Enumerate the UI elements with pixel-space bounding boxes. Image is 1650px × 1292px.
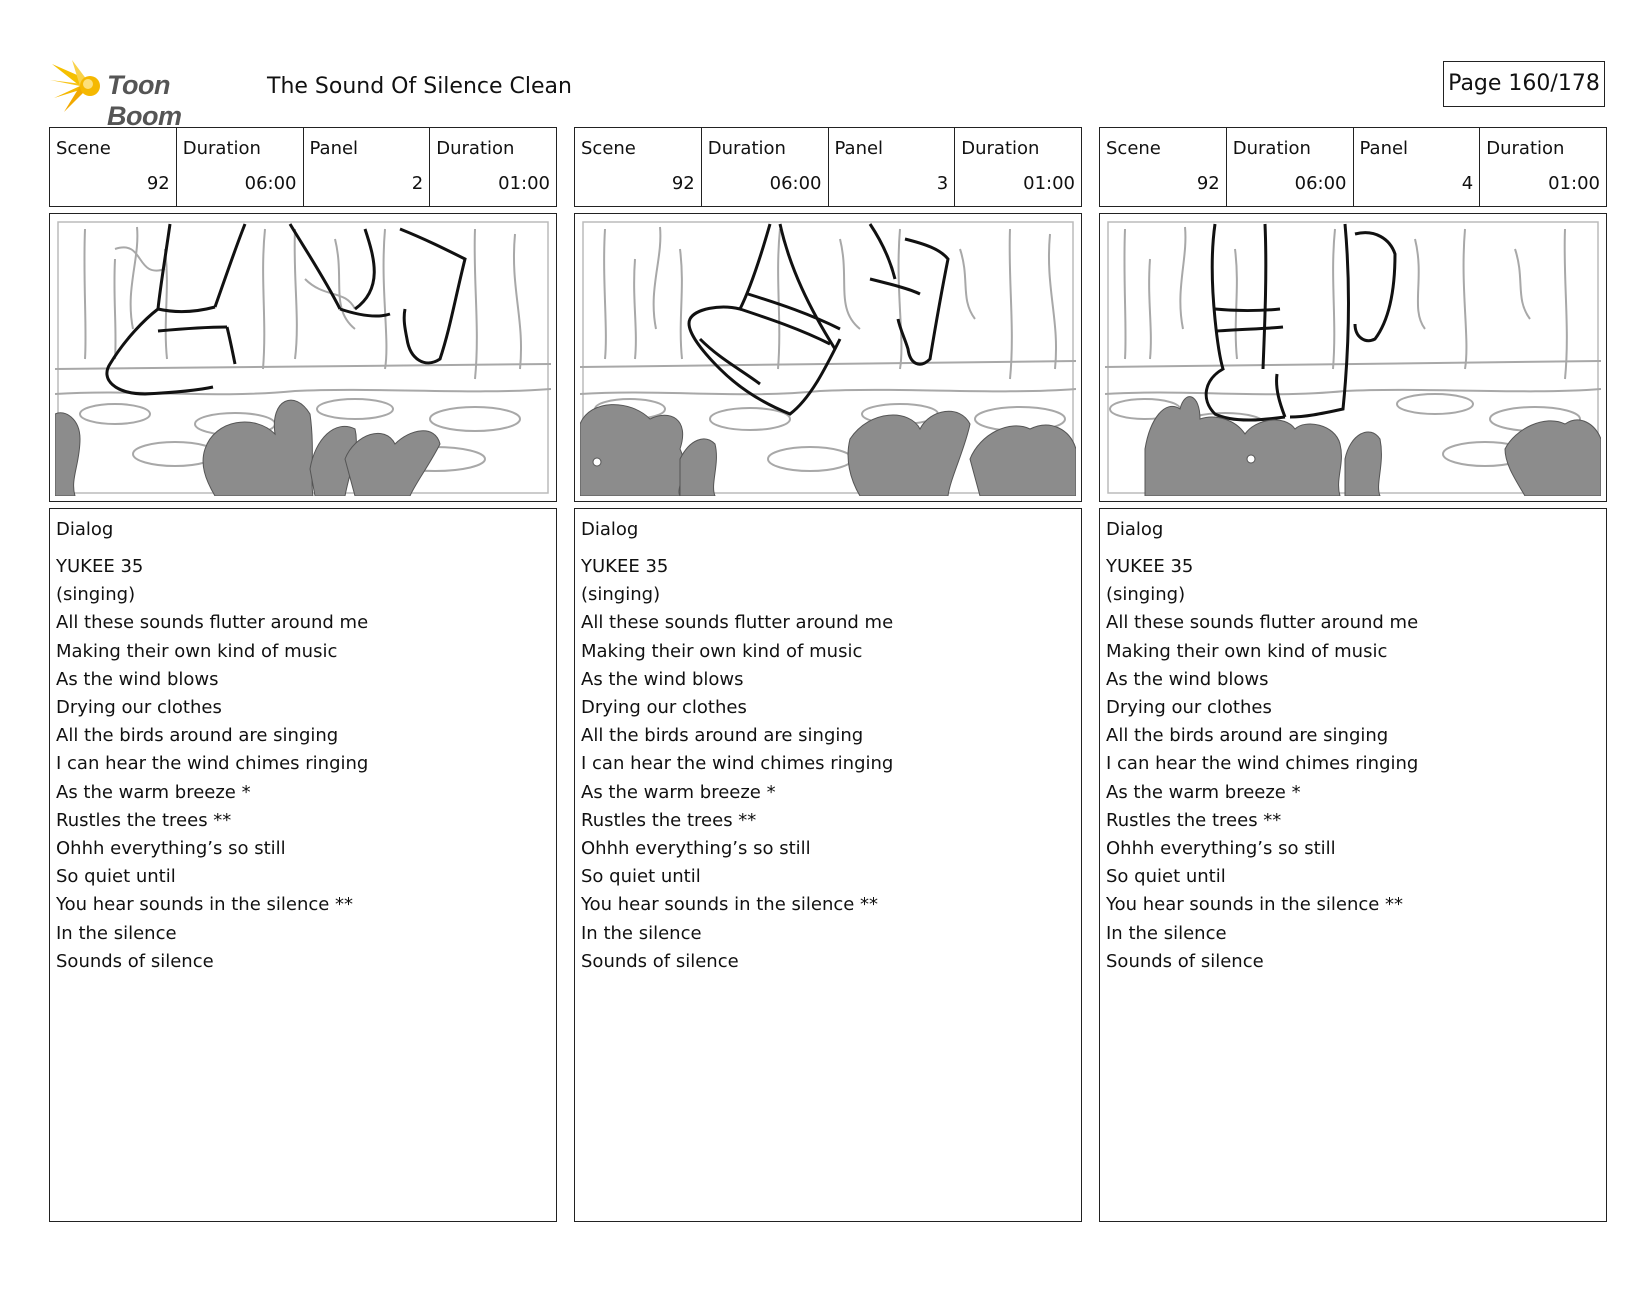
scene-label: Scene	[1106, 138, 1161, 159]
scene-value: 92	[671, 173, 695, 194]
sketch-drawing	[55, 219, 551, 496]
dialog-line: I can hear the wind chimes ringing	[1106, 753, 1419, 775]
duration-label: Duration	[1486, 138, 1565, 159]
sketch-drawing	[580, 219, 1076, 496]
dialog-line: You hear sounds in the silence **	[1106, 894, 1404, 916]
dialog-box	[49, 508, 557, 1222]
dialog-line: In the silence	[1106, 922, 1227, 944]
dialog-line: All these sounds flutter around me	[581, 612, 894, 634]
scene-cell	[50, 128, 177, 206]
scene-duration-value: 06:00	[769, 173, 822, 194]
dialog-line: Drying our clothes	[581, 697, 747, 719]
scene-label: Scene	[56, 138, 111, 159]
dialog-line: All these sounds flutter around me	[1106, 612, 1419, 634]
dialog-line: Drying our clothes	[56, 697, 222, 719]
storyboard-panel-image	[49, 213, 557, 502]
dialog-line: So quiet until	[581, 866, 701, 888]
dialog-line: All the birds around are singing	[1106, 725, 1389, 747]
panel-value: 3	[936, 173, 949, 194]
storyboard-panel-image	[1099, 213, 1607, 502]
document-title: The Sound Of Silence Clean	[267, 74, 572, 99]
dialog-line: Drying our clothes	[1106, 697, 1272, 719]
scene-label: Scene	[581, 138, 636, 159]
panel-value: 4	[1461, 173, 1474, 194]
panel-duration-cell	[430, 128, 556, 206]
logo-text: Toon Boom	[107, 70, 182, 131]
panel-info-table	[49, 127, 557, 207]
panel-duration-cell	[955, 128, 1081, 206]
dialog-line: Rustles the trees **	[581, 809, 757, 831]
dialog-line: YUKEE 35	[581, 556, 669, 577]
dialog-line: Rustles the trees **	[1106, 809, 1282, 831]
panel-label: Panel	[309, 138, 359, 159]
panel-cell	[304, 128, 431, 206]
scene-value: 92	[1196, 173, 1220, 194]
dialog-line: I can hear the wind chimes ringing	[581, 753, 894, 775]
scene-value: 92	[146, 173, 170, 194]
dialog-line: As the warm breeze *	[1106, 781, 1301, 803]
dialog-line: Sounds of silence	[581, 950, 739, 972]
dialog-line: (singing)	[581, 584, 661, 606]
scene-cell	[1100, 128, 1227, 206]
dialog-line: As the wind blows	[56, 668, 219, 690]
dialog-line: So quiet until	[56, 866, 176, 888]
dialog-line: Ohhh everything’s so still	[56, 838, 286, 860]
dialog-line: Rustles the trees **	[56, 809, 232, 831]
dialog-line: YUKEE 35	[56, 556, 144, 577]
panel-cell	[1354, 128, 1481, 206]
dialog-line: As the wind blows	[581, 668, 744, 690]
dialog-box	[574, 508, 1082, 1222]
dialog-line: YUKEE 35	[1106, 556, 1194, 577]
panel-info-table	[1099, 127, 1607, 207]
page-indicator: Page 160/178	[1443, 61, 1605, 107]
dialog-label: Dialog	[1106, 519, 1164, 540]
dialog-line: Making their own kind of music	[56, 640, 338, 662]
dialog-line: As the warm breeze *	[56, 781, 251, 803]
dialog-line: So quiet until	[1106, 866, 1226, 888]
dialog-line: (singing)	[56, 584, 136, 606]
duration-label: Duration	[1232, 138, 1311, 159]
panel-duration-cell	[1480, 128, 1606, 206]
scene-duration-cell	[1227, 128, 1354, 206]
duration-label: Duration	[436, 138, 515, 159]
dialog-line: Making their own kind of music	[581, 640, 863, 662]
dialog-line: You hear sounds in the silence **	[56, 894, 354, 916]
duration-label: Duration	[961, 138, 1040, 159]
dialog-label: Dialog	[56, 519, 114, 540]
dialog-line: As the wind blows	[1106, 668, 1269, 690]
dialog-line: All the birds around are singing	[581, 725, 864, 747]
dialog-lines	[56, 553, 368, 976]
duration-label: Duration	[707, 138, 786, 159]
page-header	[50, 58, 1610, 131]
panel-label: Panel	[834, 138, 884, 159]
dialog-line: Ohhh everything’s so still	[1106, 838, 1336, 860]
dialog-line: All these sounds flutter around me	[56, 612, 369, 634]
panel-duration-value: 01:00	[498, 173, 550, 194]
panel-info-table	[574, 127, 1082, 207]
dialog-line: Ohhh everything’s so still	[581, 838, 811, 860]
scene-duration-value: 06:00	[1294, 173, 1347, 194]
dialog-line: As the warm breeze *	[581, 781, 776, 803]
dialog-line: (singing)	[1106, 584, 1186, 606]
panel-duration-value: 01:00	[1548, 173, 1600, 194]
scene-duration-cell	[177, 128, 304, 206]
dialog-line: All the birds around are singing	[56, 725, 339, 747]
dialog-line: In the silence	[581, 922, 702, 944]
scene-duration-cell	[702, 128, 829, 206]
panel-value: 2	[411, 173, 424, 194]
panel-cell	[829, 128, 956, 206]
dialog-line: Making their own kind of music	[1106, 640, 1388, 662]
dialog-line: Sounds of silence	[1106, 950, 1264, 972]
dialog-line: Sounds of silence	[56, 950, 214, 972]
toon-boom-logo	[50, 58, 250, 131]
sketch-drawing	[1105, 219, 1601, 496]
scene-duration-value: 06:00	[244, 173, 297, 194]
sun-burst-icon	[50, 58, 110, 114]
dialog-label: Dialog	[581, 519, 639, 540]
dialog-line: You hear sounds in the silence **	[581, 894, 879, 916]
storyboard-panel-image	[574, 213, 1082, 502]
panel-duration-value: 01:00	[1023, 173, 1075, 194]
dialog-line: I can hear the wind chimes ringing	[56, 753, 369, 775]
scene-cell	[575, 128, 702, 206]
dialog-lines	[1106, 553, 1418, 976]
duration-label: Duration	[182, 138, 261, 159]
dialog-line: In the silence	[56, 922, 177, 944]
dialog-box	[1099, 508, 1607, 1222]
dialog-lines	[581, 553, 893, 976]
panel-label: Panel	[1359, 138, 1409, 159]
